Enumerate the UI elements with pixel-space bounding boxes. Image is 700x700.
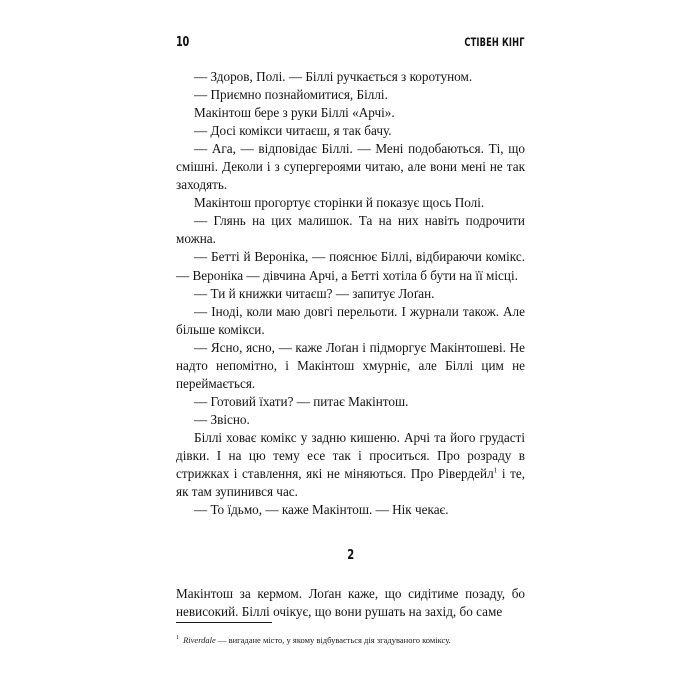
running-head-author: СТІВЕН КІНГ bbox=[464, 35, 525, 49]
paragraph: — Здоров, Полі. — Біллі ручкається з коротуном. bbox=[194, 69, 473, 84]
paragraph: — То їдьмо, — каже Макінтош. — Нік чекає. bbox=[194, 502, 449, 518]
paragraph: — Іноді, коли маю довгі перельоти. І журнали також. Але більше комікси. bbox=[176, 303, 525, 337]
paragraph-with-footnote-reference bbox=[176, 429, 525, 501]
page-number: 10 bbox=[176, 34, 190, 50]
footnote-reference-marker[interactable]: 1 bbox=[493, 466, 498, 475]
paragraph-text-before-reference: Біллі ховає комікс у задню кишеню. Арчі та його грудасті дівки. І на цю тему есе так і проситься. Про розраду в стрижках і ставлення, які не міняються. Про Рівердейл bbox=[176, 429, 525, 482]
footnote-term: Riverdale bbox=[183, 634, 216, 645]
paragraph: — Готовий їхати? — питає Макінтош. bbox=[194, 393, 409, 409]
running-header bbox=[176, 34, 525, 50]
footnote-marker: 1 bbox=[176, 634, 180, 642]
paragraph: — Ти й книжки читаєш? — запитує Лоґан. bbox=[194, 285, 435, 301]
paragraph-text-after-reference: і те, як там зупинився час. bbox=[176, 466, 525, 500]
paragraph: — Бетті й Вероніка, — пояснює Біллі, відбираючи комікс. — Вероніка — дівчина Арчі, а Бетті хотіла б бути на її місці. bbox=[176, 249, 525, 283]
section-number-value: 2 bbox=[347, 547, 354, 564]
paragraph: — Ясно, ясно, — каже Лоґан і підморгує Макінтошеві. Не надто непомітно, і Макінтош хмурніє, але Біллі цим не переймається. bbox=[176, 339, 525, 391]
body-text-block bbox=[176, 68, 525, 621]
footnote-text: — вигадане місто, у якому відбувається дія згадуваного коміксу. bbox=[215, 634, 451, 645]
paragraph: — Досі комікси читаєш, я так бачу. bbox=[194, 123, 392, 139]
paragraph: — Звісно. bbox=[194, 411, 250, 427]
paragraph: Макінтош прогортує сторінки й показує щось Полі. bbox=[194, 195, 485, 211]
paragraph: — Глянь на цих малишок. Та на них навіть подрочити можна. bbox=[176, 213, 525, 247]
paragraph: Макінтош бере з руки Біллі «Арчі». bbox=[194, 105, 395, 121]
footnote-separator-rule bbox=[176, 622, 272, 623]
section-number bbox=[176, 519, 525, 585]
footnote-area bbox=[176, 622, 525, 646]
footnote bbox=[176, 632, 525, 646]
paragraph: Макінтош за кермом. Лоґан каже, що сидітиме позаду, бо невисокий. Біллі очікує, що вони рушать на захід, бо саме bbox=[176, 586, 525, 620]
paragraph: — Приємно познайомитися, Біллі. bbox=[194, 87, 388, 103]
paragraph: — Ага, — відповідає Біллі. — Мені подобаються. Ті, що смішні. Деколи і з супергероями читаю, але вони мені не так заходять. bbox=[176, 141, 525, 193]
